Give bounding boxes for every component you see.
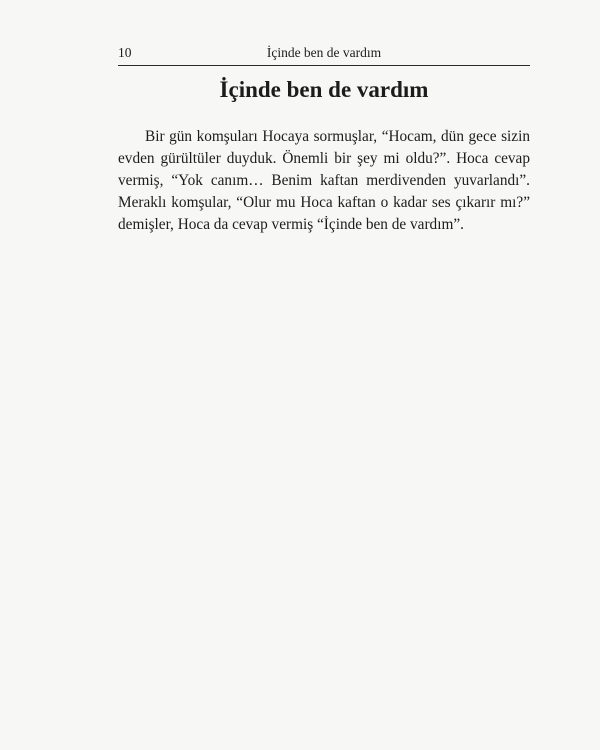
paragraph-line: Bir gün komşuları Hocaya sormuşlar, “Hocam, dün gece sizin xyxy=(145,128,530,145)
paragraph-line: demişler, Hoca da cevap vermiş “İçinde ben de vardım”. xyxy=(118,216,464,233)
chapter-title: İçinde ben de vardım xyxy=(219,77,429,102)
running-header xyxy=(118,44,530,62)
header-rule xyxy=(118,65,530,66)
paragraph-line: evden gürültüler duyduk. Önemli bir şey mi oldu?”. Hoca cevap xyxy=(118,150,530,167)
paragraph-line: vermiş, “Yok canım… Benim kaftan merdivenden yuvarlandı”. xyxy=(118,172,530,189)
body-paragraph xyxy=(118,126,530,236)
page-number: 10 xyxy=(118,45,132,60)
running-title: İçinde ben de vardım xyxy=(266,45,382,60)
paragraph-line: Meraklı komşular, “Olur mu Hoca kaftan o kadar ses çıkarır mı?” xyxy=(118,194,530,211)
